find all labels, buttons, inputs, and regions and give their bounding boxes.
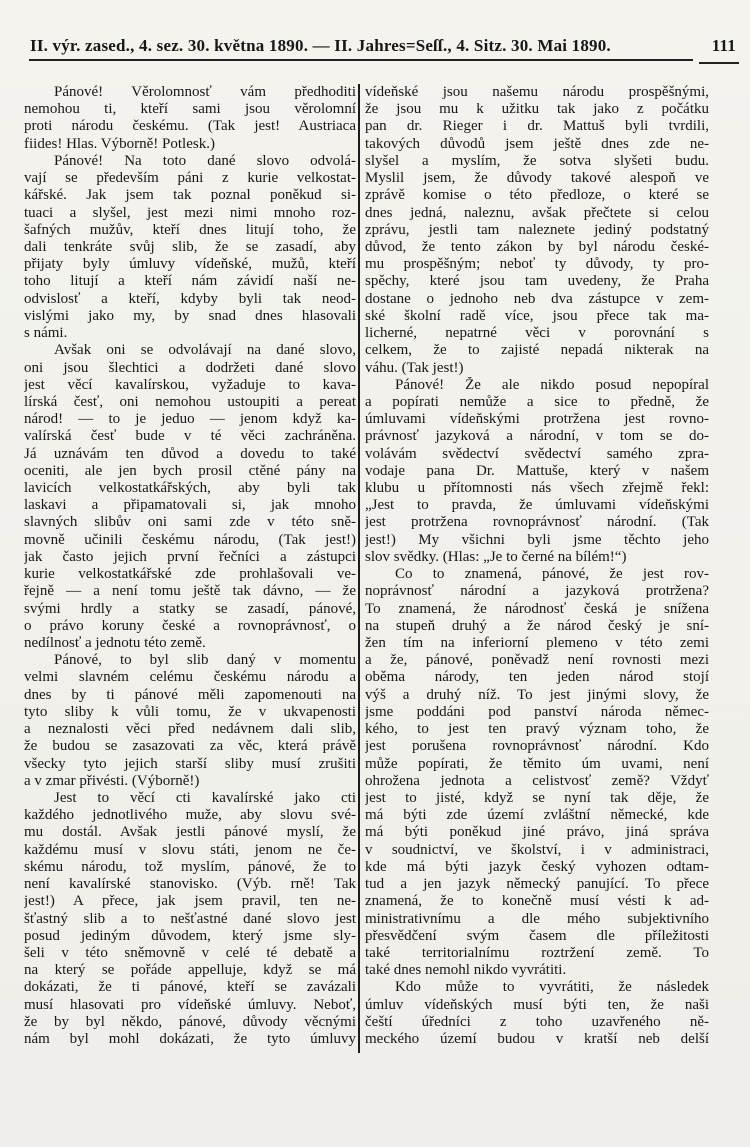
text-line: nám byl mohl dokázati, že tyto úmluvy xyxy=(24,1031,356,1048)
text-line: kářské. Jak jsem tak poznal poněkud si- xyxy=(24,187,356,204)
text-line: slavných slibův oni sami zde v této sně- xyxy=(24,514,356,531)
text-line: Myslil jsem, že důvody takové alespoň ve xyxy=(365,170,709,187)
text-line: Kdo může to vyvrátiti, že následek xyxy=(395,979,709,996)
text-line: takových důvodů jsem ještě dnes zde ne- xyxy=(365,135,709,152)
text-line: a že, pánové, poněvadž není rovnosti mezi xyxy=(365,652,709,669)
text-line: svými hrdly a statky se zasadí, pánové, xyxy=(24,600,356,617)
text-line: o právo koruny české a rovnoprávnosť, o xyxy=(24,617,356,634)
text-line: ské školní radě více, jsou přece tak ma- xyxy=(365,307,709,324)
text-line: na stupeň druhý a že národ český je sní- xyxy=(365,617,709,634)
text-line: skému národu, tož myslím, pánové, že to xyxy=(24,858,356,875)
text-line: čeští úředníci z toho uzavřeného ně- xyxy=(365,1013,709,1030)
text-line: na který se pořáde appelluje, když se má xyxy=(24,962,356,979)
text-line: každému musí v slovu státi, jenom ne če- xyxy=(24,841,356,858)
text-line: nedílnosť a jednotu této země. xyxy=(24,635,206,651)
text-line: v soudnictví, ve školství, i v administraci, xyxy=(365,841,709,858)
text-line: šťastný slib a to nešťastné dané slovo jest xyxy=(24,910,356,927)
text-line: šeli v této sněmovně v celé té debatě a xyxy=(24,944,356,961)
text-line: úmluvami vídeňskými protržena jest rovno- xyxy=(365,411,709,428)
right-text-column xyxy=(365,84,709,1048)
text-line: s námi. xyxy=(24,325,68,342)
text-line: výš a druhý níž. To jest jinými slovy, že xyxy=(365,686,709,703)
text-line: národ! — to je jeduo — jenom když ka- xyxy=(24,411,356,428)
text-line: a v zmar přivésti. (Výborně!) xyxy=(24,772,200,789)
text-line: laskavi a připamatovali si, jak mnoho xyxy=(24,497,356,514)
paragraph xyxy=(24,84,356,153)
text-line: řejně — a není tomu ještě tak dávno, — že xyxy=(24,583,356,600)
text-line: jest protržena rovnoprávnosť národní. (Tak xyxy=(365,514,709,531)
text-line: dnes jedná, naleznu, avšak přečtete si celou xyxy=(365,204,709,221)
text-line: dnes by ti pánové měli zapomenouti na xyxy=(24,686,356,703)
text-line: má býti poněkud jiné právo, jiná správa xyxy=(365,824,709,841)
text-line: proti národu českému. (Tak jest! Austriaca xyxy=(24,118,356,135)
text-line: zprávu, jestli tam naleznete jediný podstatný xyxy=(365,221,709,238)
text-line: jest věcí kavalírskou, vyžaduje to kava- xyxy=(24,376,356,393)
text-line: jest!) My všichni byli jsme těchto jeho xyxy=(365,531,709,548)
text-line: vídeňské jsou našemu národu prospěšnými, xyxy=(365,84,709,100)
text-line: dostane o jednoho neb dva zástupce v zem- xyxy=(365,290,709,307)
text-line: dali tenkráte svůj slib, že se zasadí, aby xyxy=(24,238,356,255)
header-rule xyxy=(29,59,693,61)
text-line: že budou se zasazovati za věc, která právě xyxy=(24,738,356,755)
text-line: každého jednotlivého muže, aby slovu své- xyxy=(24,807,356,824)
text-line: znamená, že to konečně musí vésti k ad- xyxy=(365,893,709,910)
text-line: Co to znamená, pánové, že jest rov- xyxy=(395,566,709,583)
text-line: má býti zde území zvláštní německé, kde xyxy=(365,807,709,824)
text-line: valírská česť bude v té věci zachráněna. xyxy=(24,428,356,445)
text-line: také territorialnímu roztržení země. To xyxy=(365,944,709,961)
text-line: lírská česť, oni nemohou ustoupiti a pereat xyxy=(24,393,356,410)
text-line: žen tím na inferiorní plemeno v této zemi xyxy=(365,635,709,651)
paragraph xyxy=(365,566,709,979)
text-line: vají se především páni z kurie velkostat- xyxy=(24,170,356,187)
text-line: jest to jisté, když se nyní tak děje, že xyxy=(365,789,709,806)
text-line: váhu. (Tak jest!) xyxy=(365,359,464,376)
text-line: meckého území budou v kratší neb delší xyxy=(365,1031,709,1048)
text-line: noprávnosť národní a jazyková protržena? xyxy=(365,583,709,600)
text-line: oceniti, ale jen bych prosil ctěné pány na xyxy=(24,462,356,479)
text-line: movně učinili českému národu, (Tak jest!) xyxy=(24,531,356,548)
text-line: zprávě komise o této předloze, o které se xyxy=(365,187,709,204)
paragraph xyxy=(24,652,356,790)
text-line: volávám svědectví svědectví samého zpra- xyxy=(365,445,709,462)
text-line: kurie velkostatkářské zde prohlašovali ve- xyxy=(24,566,356,583)
text-line: To znamená, že národnosť česká je snížena xyxy=(365,600,709,617)
text-line: Pánové! Na toto dané slovo odvolá- xyxy=(54,152,356,169)
header-german-text: II. Jahres=Seſſ., 4. Sitz. 30. Mai 1890. xyxy=(334,36,611,55)
text-line: toho litují a kteří nám závidí naší ne- xyxy=(24,273,356,290)
text-line: klubu u přítomnosti nás všech zřejmě řekl: xyxy=(365,480,709,497)
text-line: tud a jen jazyk německý panující. To přece xyxy=(365,876,709,893)
paragraph xyxy=(365,979,709,1048)
text-line: vislými jako my, by snad dnes hlasovali xyxy=(24,307,356,324)
left-text-column xyxy=(24,84,356,1048)
text-line: že jsou mu k užitku tak jako z počátku xyxy=(365,101,709,118)
page-number-rule xyxy=(699,62,739,64)
text-line: jak často jejich první řečníci a zástupci xyxy=(24,548,356,565)
paragraph xyxy=(365,84,709,377)
header-session-line xyxy=(30,36,611,56)
text-line: důvod, že tento zákon by byl národu české- xyxy=(365,238,709,255)
text-line: přijaty byly úmluvy vídeňské, mužů, kteří xyxy=(24,256,356,273)
page-header xyxy=(30,36,736,56)
text-line: velmi slavném celému českému národu a xyxy=(24,669,356,686)
text-line: šafných mužův, kteří dnes litují toho, že xyxy=(24,221,356,238)
text-line: Pánové! Že ale nikdo posud nepopíral xyxy=(395,376,709,393)
text-line: dokázati, že ti pánové, kteří se zavázali xyxy=(24,979,356,996)
page-number: 111 xyxy=(711,36,736,55)
text-line: musí hlasovati pro vídeňské úmluvy. Neboť, xyxy=(24,996,356,1013)
text-line: jsme poddáni pod panství národa němec- xyxy=(365,703,709,720)
text-line: a neznalosti věci před nedávnem dali slib, xyxy=(24,721,356,738)
text-line: lavicích velkostatkářských, aby byli tak xyxy=(24,480,356,497)
paragraph xyxy=(365,377,709,566)
text-line: oběma národy, ten jeden národ stojí xyxy=(365,669,709,686)
text-line: spěchy, které jsou tam uvedeny, že Praha xyxy=(365,273,709,290)
text-line: tyto sliby k vůli tomu, že v ukvapenosti xyxy=(24,703,356,720)
paragraph xyxy=(24,790,356,1048)
text-line: slyšel a myslím, že sotva slyšeti budu. xyxy=(365,152,709,169)
text-line: jest!) A přece, jak jsem pravil, ten ne- xyxy=(24,893,356,910)
text-line: mu dostál. Avšak jestli pánové myslí, že xyxy=(24,824,356,841)
text-line: všecky tyto jejich starší sliby musí zrušiti xyxy=(24,755,356,772)
text-line: a popírati nemůže a sice to předně, že xyxy=(365,393,709,410)
text-line: Jest to věcí cti kavalírské jako cti xyxy=(54,789,356,806)
text-line: ministrativnímu a dle mého subjektivního xyxy=(365,910,709,927)
text-line: vodaje pana Dr. Mattuše, který v našem xyxy=(365,462,709,479)
text-line: kde má býti jazyk český vyhozen odtam- xyxy=(365,858,709,875)
text-line: že by byl někdo, pánové, důvody věcnými xyxy=(24,1013,356,1030)
text-line: slov svědky. (Hlas: „Je to černé na bílém!“) xyxy=(365,548,627,565)
text-line: Já uznávám ten důvod a dovedu to také xyxy=(24,445,356,462)
text-line: kého, to jest ten pravý význam toho, že xyxy=(365,721,709,738)
text-line: celkem, že to zajisté nepadá nikterak na xyxy=(365,342,709,359)
text-line: může popírati, že těmito úm uvami, není xyxy=(365,755,709,772)
text-line: úmluv vídeňských musí býti ten, že naši xyxy=(365,996,709,1013)
text-line: ohrožena jednota a celistvosť země? Vždyť xyxy=(365,772,709,789)
text-line: mu prospěšným; neboť ty důvody, ty pro- xyxy=(365,256,709,273)
text-line: oni jsou šlechtici a dodržeti dané slovo xyxy=(24,359,356,376)
text-line: Pánové, to byl slib daný v momentu xyxy=(54,652,356,669)
text-line: posud jediným důvodem, který jsme sly- xyxy=(24,927,356,944)
paragraph xyxy=(24,153,356,342)
text-line: pan dr. Rieger i dr. Mattuš byli tvrdili, xyxy=(365,118,709,135)
text-line: fiides! Hlas. Výborně! Potlesk.) xyxy=(24,135,215,152)
text-line: přesvědčení svým časem dle příležitosti xyxy=(365,927,709,944)
text-line: jest porušena rovnoprávnosť národní. Kdo xyxy=(365,738,709,755)
text-line: odvislosť a kteří, kdyby byli tak neod- xyxy=(24,290,356,307)
text-line: „Jest to pravda, že úmluvami vídeňskými xyxy=(365,497,709,514)
text-line: licherné, nepatrné věci v porovnání s xyxy=(365,325,709,342)
text-line: tuaci a slyšel, jest mezi nimi mnoho roz- xyxy=(24,204,356,221)
column-divider xyxy=(358,84,360,1053)
text-line: právnosť jazyková a národní, v tom se do- xyxy=(365,428,709,445)
text-line: také dnes nemohl nikdo vyvrátiti. xyxy=(365,962,567,979)
text-line: Avšak oni se odvolávají na dané slovo, xyxy=(54,342,356,359)
text-line: nemohou ti, kteří sami jsou věrolomní xyxy=(24,101,356,118)
text-line: není kavalírské stanovisko. (Výb. rně! Tak xyxy=(24,876,356,893)
paragraph xyxy=(24,342,356,652)
header-czech-text: II. výr. zased., 4. sez. 30. května 1890. — xyxy=(30,36,330,55)
text-line: Pánové! Věrolomnosť vám předhoditi xyxy=(54,84,356,100)
